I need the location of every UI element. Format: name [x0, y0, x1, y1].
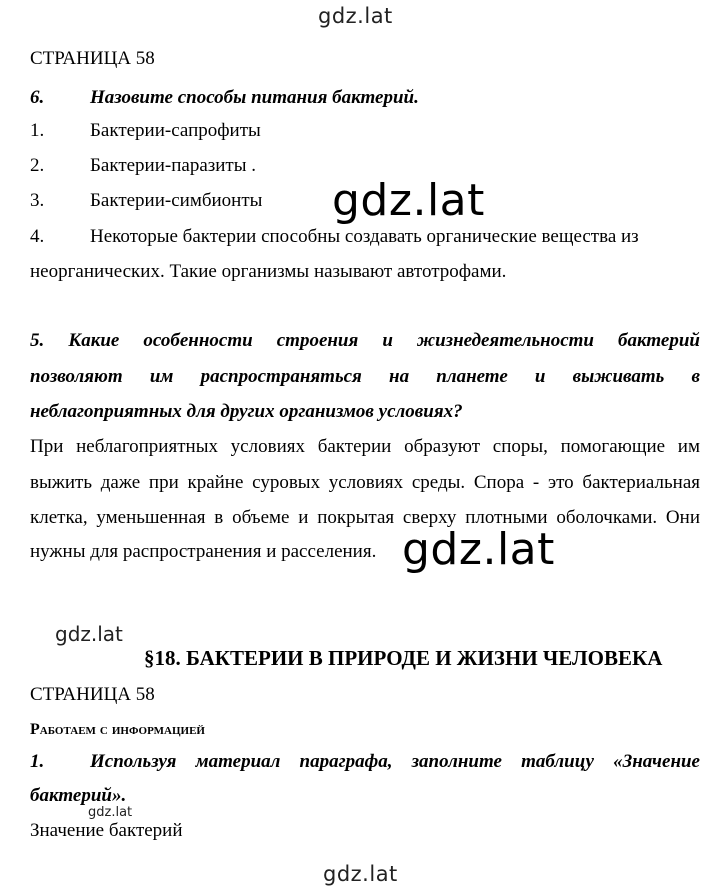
watermark-top: gdz.lat: [318, 4, 393, 28]
section-heading: §18. БАКТЕРИИ В ПРИРОДЕ И ЖИЗНИ ЧЕЛОВЕКА: [144, 646, 663, 670]
list-item-text: Бактерии-паразиты .: [90, 155, 256, 176]
watermark-large: gdz.lat: [402, 524, 555, 575]
question-line: 5. Какие особенности строения и жизнедеятельности бактерий: [30, 330, 700, 351]
watermark-large: gdz.lat: [332, 175, 485, 226]
list-item-continuation: неорганических. Такие организмы называют автотрофами.: [30, 261, 507, 282]
question-number: 6.: [30, 87, 45, 108]
question-number: 1.: [30, 751, 45, 772]
list-item-text: Бактерии-симбионты: [90, 190, 263, 211]
answer-line: выжить даже при крайне суровых условиях среды. Спора - это бактериальная: [30, 472, 700, 493]
question-text: Назовите способы питания бактерий.: [90, 87, 419, 108]
watermark-small: gdz.lat: [55, 622, 123, 646]
question-line: бактерий».: [30, 785, 127, 806]
question-line: неблагоприятных для других организмов условиях?: [30, 401, 463, 422]
watermark-bottom: gdz.lat: [323, 862, 398, 886]
list-item-text: Некоторые бактерии способны создавать органические вещества из: [90, 226, 639, 247]
list-item-number: 3.: [30, 190, 45, 211]
list-item-number: 4.: [30, 226, 45, 247]
subheading: Работаем с информацией: [30, 721, 205, 738]
table-title: Значение бактерий: [30, 820, 183, 841]
page-label: СТРАНИЦА 58: [30, 48, 155, 69]
list-item-number: 2.: [30, 155, 45, 176]
question-line: позволяют им распространяться на планете и выживать в: [30, 366, 700, 387]
list-item-text: Бактерии-сапрофиты: [90, 120, 261, 141]
watermark-tiny: gdz.lat: [88, 805, 133, 820]
question-line: Используя материал параграфа, заполните таблицу «Значение: [90, 751, 700, 772]
page-label: СТРАНИЦА 58: [30, 684, 155, 705]
answer-line: нужны для распространения и расселения.: [30, 541, 377, 562]
answer-line: клетка, уменьшенная в объеме и покрытая сверху плотными оболочками. Они: [30, 507, 700, 528]
answer-line: При неблагоприятных условиях бактерии образуют споры, помогающие им: [30, 436, 700, 457]
list-item-number: 1.: [30, 120, 45, 141]
